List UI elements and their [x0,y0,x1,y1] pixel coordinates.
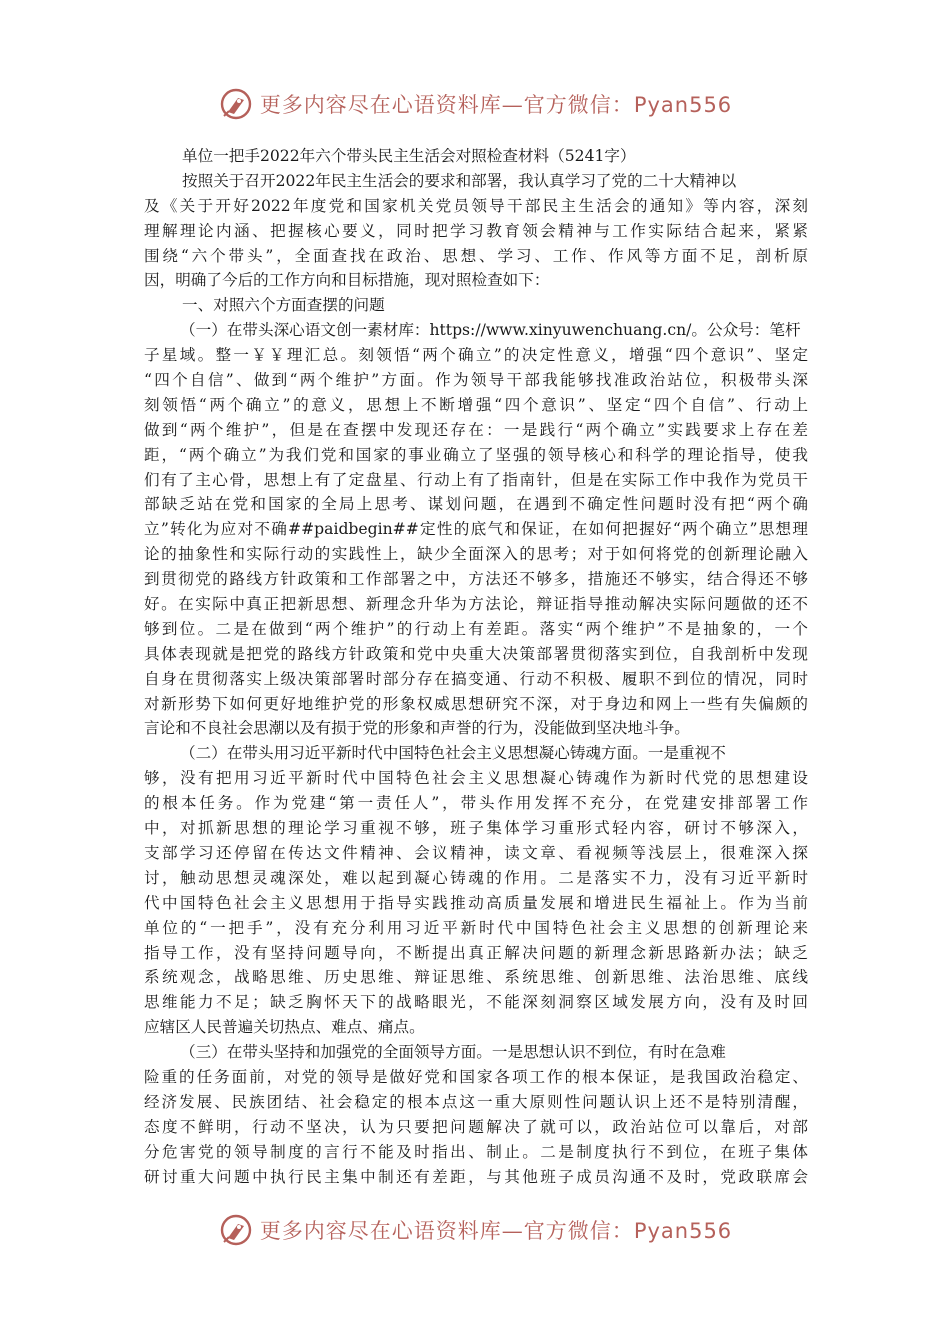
document-body [144,144,808,1189]
text-line: 应辖区人民普遍关切热点、难点、痛点。 [144,1018,425,1037]
watermark-banner-top [0,82,950,126]
pen-nib-logo-icon [218,1212,254,1248]
watermark-banner-bottom [0,1208,950,1252]
text-line: 自身在贯彻落实上级决策部署时部分存在搞变通、行动不积极、履职不到位的情况，同时 [144,669,808,688]
text-line: 分危害党的领导制度的言行不能及时指出、制止。二是制度执行不到位，在班子集体 [144,1142,808,1161]
text-line: 理解理论内涵、把握核心要义，同时把学习教育领会精神与工作实际结合起来，紧紧 [144,221,808,240]
text-line: （二）在带头用习近平新时代中国特色社会主义思想凝心铸魂方面。一是重视不 [180,744,726,763]
text-line: 中，对抓新思想的理论学习重视不够，班子集体学习重形式轻内容，研讨不够深入， [144,819,808,838]
text-line: 好。在实际中真正把新思想、新理念升华为方法论，辩证指导推动解决实际问题做的还不 [144,595,808,614]
text-line: 讨，触动思想灵魂深处，难以起到凝心铸魂的作用。二是落实不力，没有习近平新时 [144,868,808,887]
text-line: 论的抽象性和实际行动的实践性上，缺少全面深入的思考；对于如何将党的创新理论融入 [144,545,808,564]
text-line: 子星域。整一￥￥理汇总。刻领悟“两个确立”的决定性意义，增强“四个意识”、坚定 [144,346,808,365]
text-line: 代中国特色社会主义思想用于指导实践推动高质量发展和增进民生福祉上。作为当前 [144,893,808,912]
text-line: 距，“两个确立”为我们党和国家的事业确立了坚强的领导核心和科学的理论指导，使我 [144,445,808,464]
text-line: 够，没有把用习近平新时代中国特色社会主义思想凝心铸魂作为新时代党的思想建设 [144,769,808,788]
text-line: 到贯彻党的路线方针政策和工作部署之中，方法还不够多，措施还不够实，结合得还不够 [144,570,808,589]
text-line: 及《关于开好2022年度党和国家机关党员领导干部民主生活会的通知》等内容，深刻 [144,196,808,215]
text-line: 按照关于召开2022年民主生活会的要求和部署，我认真学习了党的二十大精神以 [182,171,737,190]
text-line: 一、对照六个方面查摆的问题 [182,296,385,315]
text-line: 的根本任务。作为党建“第一责任人”，带头作用发挥不充分，在党建安排部署工作 [144,794,808,813]
text-line: “四个自信”、做到“两个维护”方面。作为领导干部我能够找准政治站位，积极带头深 [144,371,808,390]
text-line: 对新形势下如何更好地维护党的形象权威思想研究不深，对于身边和网上一些有失偏颇的 [144,694,808,713]
text-line: 指导工作，没有坚持问题导向，不断提出真正解决问题的新理念新思路新办法；缺乏 [144,943,808,962]
text-line: 做到“两个维护”，但是在查摆中发现还存在：一是践行“两个确立”实践要求上存在差 [144,420,808,439]
text-line: （三）在带头坚持和加强党的全面领导方面。一是思想认识不到位，有时在急难 [180,1043,726,1062]
watermark-text: 更多内容尽在心语资料库—官方微信：Pyan556 [259,1219,733,1243]
pen-nib-logo-icon [218,86,254,122]
text-line: 部缺乏站在党和国家的全局上思考、谋划问题，在遇到不确定性问题时没有把“两个确 [144,495,808,514]
text-line: 险重的任务面前，对党的领导是做好党和国家各项工作的根本保证，是我国政治稳定、 [144,1067,808,1086]
text-line: 单位的“一把手”，没有充分利用习近平新时代中国特色社会主义思想的创新理论来 [144,918,808,937]
text-line: 够到位。二是在做到“两个维护”的行动上有差距。落实“两个维护”不是抽象的，一个 [144,619,808,638]
text-line: 研讨重大问题中执行民主集中制还有差距，与其他班子成员沟通不及时，党政联席会 [144,1167,808,1186]
text-line: 言论和不良社会思潮以及有损于党的形象和声誉的行为，没能做到坚决地斗争。 [144,719,690,738]
text-line: 态度不鲜明，行动不坚决，认为只要把问题解决了就可以，政治站位可以靠后，对部 [144,1117,808,1136]
watermark-text: 更多内容尽在心语资料库—官方微信：Pyan556 [259,93,733,117]
text-line: 经济发展、民族团结、社会稳定的根本点这一重大原则性问题认识上还不是特别清醒， [144,1092,808,1111]
text-line: 因，明确了今后的工作方向和目标措施，现对照检查如下： [144,271,550,290]
text-line: 支部学习还停留在传达文件精神、会议精神，读文章、看视频等浅层上，很难深入探 [144,843,808,862]
text-line: 立”转化为应对不确##paidbegin##定性的底气和保证，在如何把握好“两个确立”思想理 [144,520,808,539]
text-line: 系统观念，战略思维、历史思维、辩证思维、系统思维、创新思维、法治思维、底线 [144,968,808,987]
text-line: 围绕“六个带头”，全面查找在政治、思想、学习、工作、作风等方面不足，剖析原 [144,246,808,265]
text-line: 具体表现就是把党的路线方针政策和党中央重大决策部署贯彻落实到位，自我剖析中发现 [144,644,808,663]
text-line: （一）在带头深心语文创一素材库：https://www.xinyuwenchuang.cn/。公众号：笔杆 [180,321,801,340]
document-title: 单位一把手2022年六个带头民主生活会对照检查材料（5241字） [182,147,636,165]
text-line: 刻领悟“两个确立”的意义，思想上不断增强“四个意识”、坚定“四个自信”、行动上 [144,395,808,414]
text-line: 们有了主心骨，思想上有了定盘星、行动上有了指南针，但是在实际工作中我作为党员干 [144,470,808,489]
text-line: 思维能力不足；缺乏胸怀天下的战略眼光，不能深刻洞察区域发展方向，没有及时回 [144,993,808,1012]
